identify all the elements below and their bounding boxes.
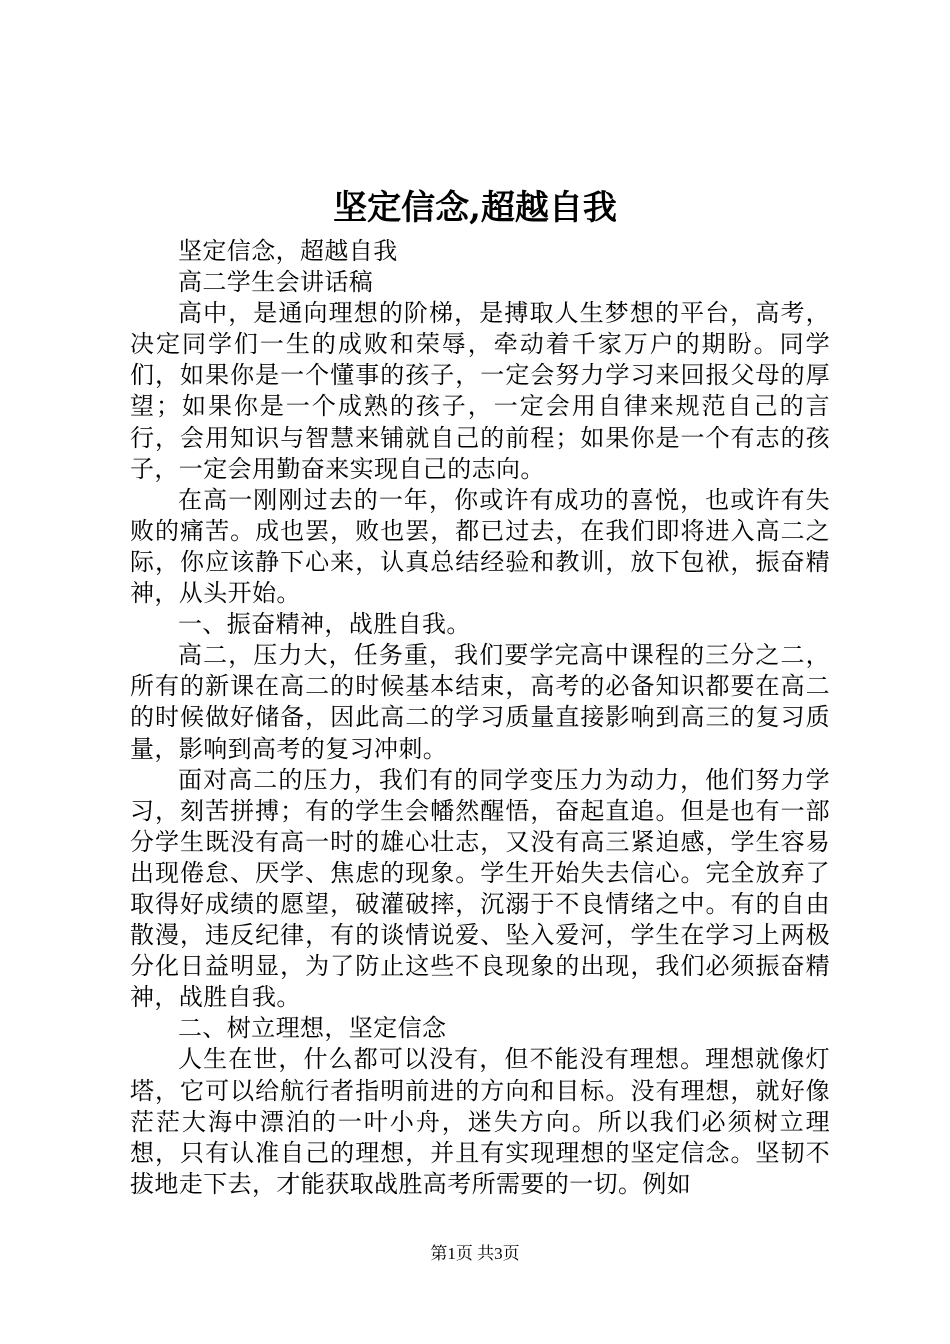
paragraph: 面对高二的压力，我们有的同学变压力为动力，他们努力学习，刻苦拼搏；有的学生会幡然醒悟，奋起直追。但是也有一部分学生既没有高一时的雄心壮志，又没有高三紧迫感，学生容易出现倦怠、厌学、焦虑的现象。学生开始失去信心。完全放弃了取得好成绩的愿望，破灌破摔，沉溺于不良情绪之中。有的自由散漫，违反纪律，有的谈情说爱、坠入爱河，学生在学习上两极分化日益明显，为了防止这些不良现象的出现，我们必须振奋精神，战胜自我。 — [130, 765, 830, 1012]
paragraph: 在高一刚刚过去的一年，你或许有成功的喜悦，也或许有失败的痛苦。成也罢，败也罢，都已过去，在我们即将进入高二之际，你应该静下心来，认真总结经验和教训，放下包袱，振奋精神，从头开始。 — [130, 485, 830, 608]
paragraph: 高中，是通向理想的阶梯，是搏取人生梦想的平台，高考，决定同学们一生的成败和荣辱，牵动着千家万户的期盼。同学们，如果你是一个懂事的孩子，一定会努力学习来回报父母的厚望；如果你是一个成熟的孩子，一定会用自律来规范自己的言行，会用知识与智慧来铺就自己的前程；如果你是一个有志的孩子，一定会用勤奋来实现自己的志向。 — [130, 299, 830, 483]
paragraph: 高二，压力大，任务重，我们要学完高中课程的三分之二，所有的新课在高二的时候基本结束，高考的必备知识都要在高二的时候做好储备，因此高二的学习质量直接影响到高三的复习质量，影响到高考的复习冲刺。 — [130, 641, 830, 763]
section-heading: 一、振奋精神，战胜自我。 — [178, 610, 471, 639]
paragraph: 人生在世，什么都可以没有，但不能没有理想。理想就像灯塔，它可以给航行者指明前进的方向和目标。没有理想，就好像茫茫大海中漂泊的一叶小舟，迷失方向。所以我们必须树立理想，只有认准自己的理想，并且有实现理想的坚定信念。坚韧不拔地走下去，才能获取战胜高考所需要的一切。例如 — [130, 1045, 830, 1198]
document-body — [130, 236, 830, 1200]
section-heading: 二、树立理想，坚定信念 — [178, 1014, 447, 1043]
page-number-footer: 第1页 共3页 — [430, 1244, 520, 1263]
paragraph-subtitle: 坚定信念，超越自我 — [178, 237, 398, 265]
paragraph-speech-label: 高二学生会讲话稿 — [178, 268, 374, 297]
document-title: 坚定信念,超越自我 — [333, 188, 617, 228]
